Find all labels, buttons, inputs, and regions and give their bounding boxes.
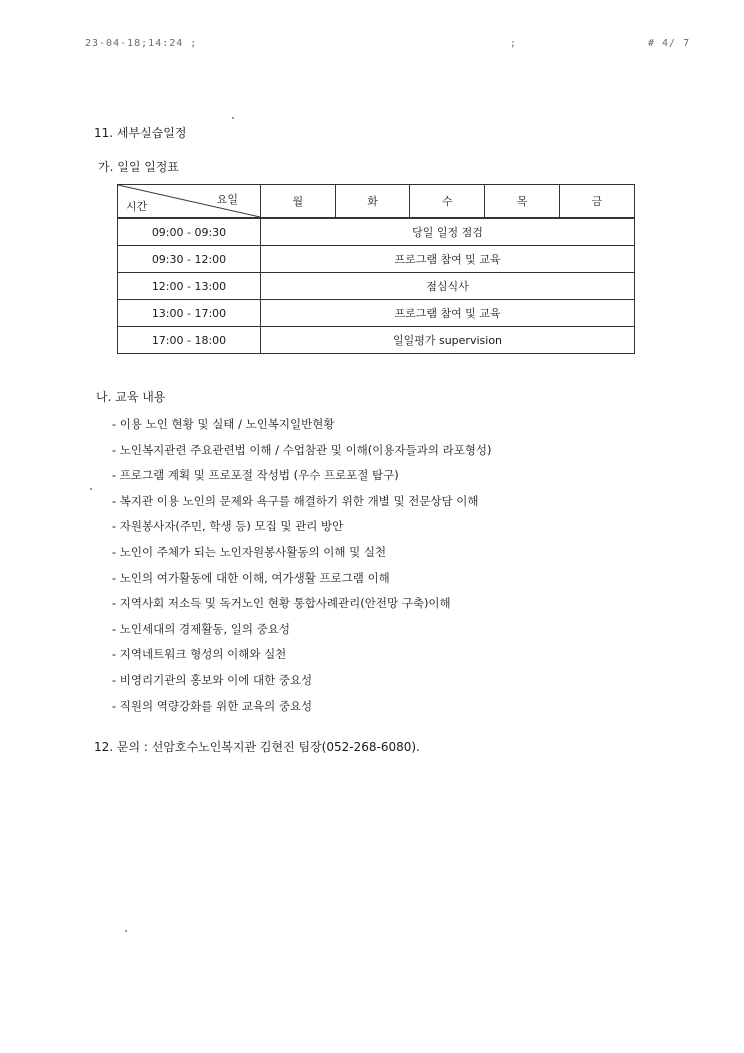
activity-cell: 일일평가 supervision [261, 327, 635, 354]
education-content-title: 나. 교육 내용 [96, 390, 166, 404]
list-item: - 지역사회 저소득 및 독거노인 현황 통합사례관리(안전망 구축)이해 [112, 596, 451, 611]
list-item: - 프로그램 계획 및 프로포절 작성법 (우수 프로포절 탐구) [112, 468, 399, 483]
fax-header-left: 23-04-18;14:24 ; [85, 38, 198, 49]
corner-time-label: 시간 [126, 200, 148, 213]
time-cell: 09:30 - 12:00 [118, 246, 261, 273]
fax-header-middle: ; [510, 38, 518, 49]
time-cell: 17:00 - 18:00 [118, 327, 261, 354]
schedule-table [117, 184, 635, 354]
day-header: 화 [335, 185, 410, 219]
schedule-row [118, 273, 635, 300]
scan-speck [90, 488, 92, 490]
schedule-row [118, 327, 635, 354]
schedule-header-row [118, 185, 635, 219]
list-item: - 비영리기관의 홍보와 이에 대한 중요성 [112, 672, 313, 687]
corner-day-label: 요일 [216, 193, 238, 206]
contact-line: 12. 문의 : 선암호수노인복지관 김현진 팀장(052-268-6080). [94, 740, 420, 754]
schedule-row [118, 300, 635, 327]
scan-speck [125, 930, 127, 932]
activity-cell: 점심식사 [261, 273, 635, 300]
list-item: - 지역네트워크 형성의 이해와 실천 [112, 647, 287, 662]
day-header: 월 [261, 185, 336, 219]
corner-cell [118, 185, 261, 219]
time-cell: 12:00 - 13:00 [118, 273, 261, 300]
list-item: - 노인의 여가활동에 대한 이해, 여가생활 프로그램 이해 [112, 570, 390, 585]
list-item: - 복지관 이용 노인의 문제와 욕구를 해결하기 위한 개별 및 전문상담 이해 [112, 493, 479, 508]
list-item: - 이용 노인 현황 및 실태 / 노인복지일반현황 [112, 417, 335, 431]
schedule-row [118, 218, 635, 246]
activity-cell: 프로그램 참여 및 교육 [261, 300, 635, 327]
day-header: 수 [410, 185, 485, 219]
schedule-row [118, 246, 635, 273]
day-header: 금 [559, 185, 634, 219]
section-11-title: 11. 세부실습일정 [94, 126, 187, 140]
scan-speck [232, 117, 234, 119]
list-item: - 노인세대의 경제활동, 일의 중요성 [112, 621, 290, 636]
education-list [112, 414, 492, 721]
time-cell: 09:00 - 09:30 [118, 218, 261, 246]
list-item: - 직원의 역량강화를 위한 교육의 중요성 [112, 698, 313, 713]
daily-schedule-title: 가. 일일 일정표 [98, 160, 179, 174]
time-cell: 13:00 - 17:00 [118, 300, 261, 327]
activity-cell: 당일 일정 점검 [261, 218, 635, 246]
list-item: - 자원봉사자(주민, 학생 등) 모집 및 관리 방안 [112, 519, 344, 534]
fax-header-page: # 4/ 7 [648, 38, 691, 49]
day-header: 목 [485, 185, 560, 219]
list-item: - 노인복지관련 주요관련법 이해 / 수업참관 및 이해(이용자들과의 라포형성) [112, 442, 492, 457]
list-item: - 노인이 주체가 되는 노인자원봉사활동의 이해 및 실천 [112, 544, 387, 559]
activity-cell: 프로그램 참여 및 교육 [261, 246, 635, 273]
